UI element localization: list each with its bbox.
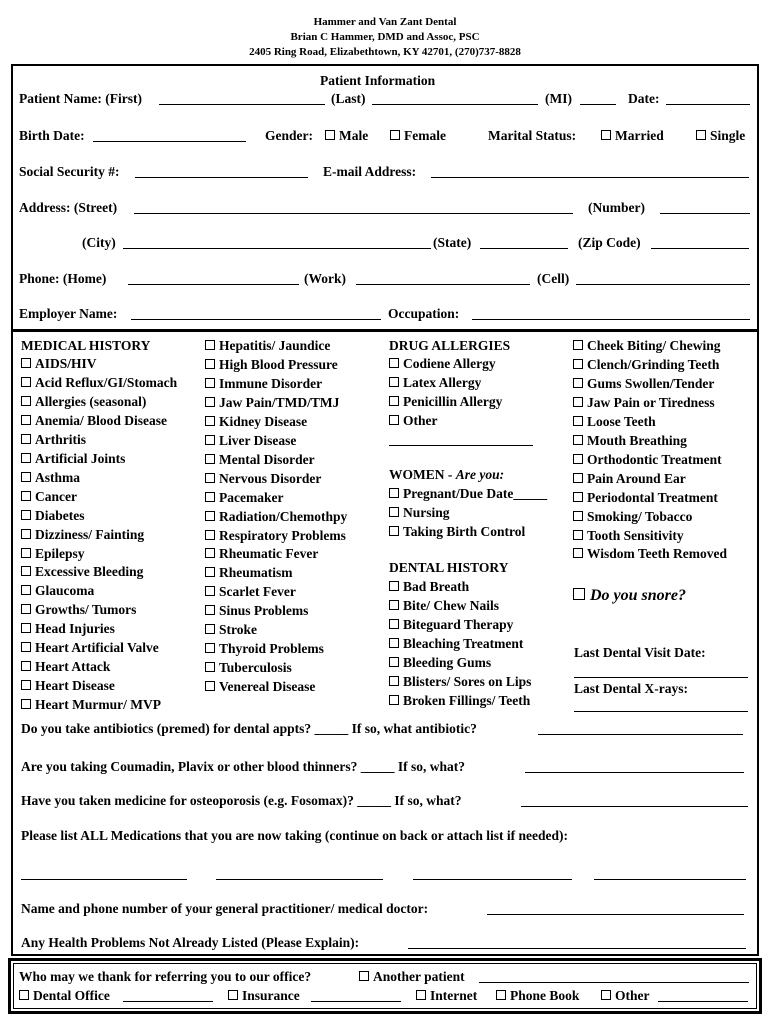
checkbox-icon[interactable] bbox=[601, 990, 611, 1000]
dental-condition-item[interactable] bbox=[573, 452, 722, 468]
antibiotics-question: Do you take antibiotics (premed) for dental appts? _____ If so, what antibiotic? bbox=[21, 721, 477, 736]
checkbox-icon[interactable] bbox=[205, 624, 215, 634]
medical-condition-label: Radiation/Chemothpy bbox=[219, 508, 348, 524]
checkbox-icon[interactable] bbox=[21, 680, 31, 690]
medical-condition-label: Thyroid Problems bbox=[219, 641, 324, 657]
employer-label: Employer Name: bbox=[19, 306, 118, 321]
checkbox-icon[interactable] bbox=[389, 507, 399, 517]
checkbox-icon[interactable] bbox=[205, 643, 215, 653]
medical-condition-label: High Blood Pressure bbox=[219, 356, 338, 372]
medical-condition-item[interactable] bbox=[205, 395, 339, 411]
dental-condition-item[interactable] bbox=[573, 546, 727, 562]
checkbox-icon[interactable] bbox=[205, 567, 215, 577]
checkbox-icon[interactable] bbox=[21, 529, 31, 539]
drug-allergy-item[interactable] bbox=[389, 356, 496, 372]
date-label: Date: bbox=[628, 91, 660, 106]
checkbox-icon[interactable] bbox=[21, 472, 31, 482]
dental-condition-label: Pain Around Ear bbox=[587, 470, 686, 486]
married-label: Married bbox=[615, 128, 664, 143]
medical-condition-label: Rheumatic Fever bbox=[219, 546, 319, 562]
medical-condition-item[interactable] bbox=[21, 356, 97, 372]
dental-condition-label: Bite/ Chew Nails bbox=[403, 597, 499, 613]
dental-condition-label: Jaw Pain or Tiredness bbox=[587, 394, 715, 410]
dental-condition-label: Tooth Sensitivity bbox=[587, 527, 684, 543]
checkbox-icon[interactable] bbox=[389, 695, 399, 705]
dental-condition-item[interactable] bbox=[573, 338, 721, 354]
snore-label: Do you snore? bbox=[590, 587, 687, 604]
dental-condition-item[interactable] bbox=[573, 357, 719, 373]
checkbox-icon[interactable] bbox=[389, 526, 399, 536]
marital-status-label: Marital Status: bbox=[488, 128, 577, 143]
medical-condition-item[interactable] bbox=[205, 660, 292, 676]
street-label: Address: (Street) bbox=[19, 200, 118, 215]
checkbox-icon[interactable] bbox=[19, 990, 29, 1000]
medical-condition-label: Glaucoma bbox=[35, 583, 95, 599]
dental-condition-item[interactable] bbox=[389, 579, 469, 595]
occupation-label: Occupation: bbox=[388, 306, 460, 321]
checkbox-icon[interactable] bbox=[21, 453, 31, 463]
medical-condition-label: Dizziness/ Fainting bbox=[35, 526, 145, 542]
checkbox-icon[interactable] bbox=[573, 511, 583, 521]
checkbox-icon[interactable] bbox=[205, 416, 215, 426]
zip-field[interactable] bbox=[651, 248, 749, 249]
medication-field-2[interactable] bbox=[216, 879, 383, 880]
medical-condition-item[interactable] bbox=[205, 603, 308, 619]
checkbox-icon[interactable] bbox=[601, 130, 611, 140]
medical-condition-item[interactable] bbox=[205, 338, 330, 354]
medical-condition-label: Respiratory Problems bbox=[219, 527, 346, 543]
last-visit-label: Last Dental Visit Date: bbox=[574, 645, 706, 660]
medical-condition-item[interactable] bbox=[205, 376, 322, 392]
medical-condition-label: Growths/ Tumors bbox=[35, 602, 137, 618]
medical-condition-label: Liver Disease bbox=[219, 432, 297, 448]
number-field[interactable] bbox=[660, 213, 750, 214]
practice-name: Hammer and Van Zant Dental bbox=[313, 16, 457, 28]
checkbox-icon[interactable] bbox=[573, 473, 583, 483]
city-field[interactable] bbox=[123, 248, 431, 249]
women-question-item[interactable] bbox=[389, 486, 547, 502]
checkbox-icon[interactable] bbox=[21, 491, 31, 501]
checkbox-icon[interactable] bbox=[416, 990, 426, 1000]
dental-condition-item[interactable] bbox=[389, 655, 491, 671]
medical-condition-item[interactable] bbox=[205, 622, 257, 638]
checkbox-icon[interactable] bbox=[573, 588, 585, 600]
medical-condition-label: Artificial Joints bbox=[35, 450, 126, 466]
drug-allergy-label: Codiene Allergy bbox=[403, 356, 496, 371]
checkbox-icon[interactable] bbox=[205, 359, 215, 369]
dental-condition-item[interactable] bbox=[389, 598, 499, 614]
dental-condition-label: Bleaching Treatment bbox=[403, 635, 524, 651]
checkbox-icon[interactable] bbox=[389, 619, 399, 629]
checkbox-icon[interactable] bbox=[573, 359, 583, 369]
medical-condition-item[interactable] bbox=[205, 471, 321, 487]
state-field[interactable] bbox=[480, 248, 568, 249]
checkbox-icon[interactable] bbox=[21, 623, 31, 633]
medical-condition-item[interactable] bbox=[205, 679, 315, 695]
checkbox-icon[interactable] bbox=[359, 971, 369, 981]
medical-condition-label: Heart Attack bbox=[35, 659, 111, 675]
birth-date-field[interactable] bbox=[93, 141, 246, 142]
medication-field-3[interactable] bbox=[413, 879, 572, 880]
drug-allergy-label: Latex Allergy bbox=[403, 374, 482, 390]
medical-condition-label: Venereal Disease bbox=[219, 679, 316, 695]
another-patient-option[interactable] bbox=[359, 969, 465, 985]
dental-condition-item[interactable] bbox=[389, 617, 513, 633]
insurance-option[interactable] bbox=[228, 988, 300, 1004]
cell-phone-label: (Cell) bbox=[537, 271, 570, 286]
checkbox-icon[interactable] bbox=[573, 416, 583, 426]
medical-condition-label: Sinus Problems bbox=[219, 603, 309, 619]
dental-condition-item[interactable] bbox=[573, 414, 656, 430]
medical-condition-item[interactable] bbox=[205, 584, 296, 600]
medication-field-1[interactable] bbox=[21, 879, 187, 880]
checkbox-icon[interactable] bbox=[389, 638, 399, 648]
gender-female-option[interactable] bbox=[390, 128, 446, 144]
last-name-field[interactable] bbox=[372, 104, 538, 105]
practitioner-field[interactable] bbox=[487, 914, 744, 915]
medical-condition-label: AIDS/HIV bbox=[35, 356, 97, 371]
medical-condition-label: Acid Reflux/GI/Stomach bbox=[35, 374, 178, 390]
date-field[interactable] bbox=[666, 104, 750, 105]
checkbox-icon[interactable] bbox=[389, 377, 399, 387]
home-phone-field[interactable] bbox=[128, 284, 299, 285]
email-field[interactable] bbox=[431, 177, 749, 178]
referral-question: Who may we thank for referring you to our office? bbox=[19, 969, 312, 984]
dental-office-option[interactable] bbox=[19, 988, 110, 1004]
checkbox-icon[interactable] bbox=[205, 435, 215, 445]
medical-condition-item[interactable] bbox=[21, 602, 136, 618]
dental-condition-label: Clench/Grinding Teeth bbox=[587, 356, 720, 372]
medical-condition-item[interactable] bbox=[205, 546, 318, 562]
checkbox-icon[interactable] bbox=[21, 642, 31, 652]
medical-condition-label: Rheumatism bbox=[219, 565, 293, 581]
dental-condition-item[interactable] bbox=[573, 471, 686, 487]
medical-condition-label: Anemia/ Blood Disease bbox=[35, 412, 168, 428]
male-label: Male bbox=[339, 128, 369, 143]
antibiotics-field[interactable] bbox=[538, 734, 743, 735]
mi-label: (MI) bbox=[545, 91, 572, 106]
another-patient-label: Another patient bbox=[373, 969, 465, 984]
medical-condition-label: Pacemaker bbox=[219, 489, 284, 505]
gender-male-option[interactable] bbox=[325, 128, 368, 144]
medical-condition-label: Scarlet Fever bbox=[219, 584, 296, 600]
checkbox-icon[interactable] bbox=[21, 510, 31, 520]
last-name-label: (Last) bbox=[331, 91, 366, 106]
medical-condition-label: Mental Disorder bbox=[219, 451, 315, 467]
medical-condition-item[interactable] bbox=[21, 546, 85, 562]
health-problems-field[interactable] bbox=[408, 948, 746, 949]
medical-condition-label: Excessive Bleeding bbox=[35, 564, 144, 580]
medical-condition-item[interactable] bbox=[21, 432, 86, 448]
insurance-label: Insurance bbox=[242, 988, 300, 1003]
checkbox-icon[interactable] bbox=[573, 397, 583, 407]
checkbox-icon[interactable] bbox=[21, 604, 31, 614]
dental-office-label: Dental Office bbox=[33, 988, 110, 1003]
checkbox-icon[interactable] bbox=[573, 454, 583, 464]
checkbox-icon[interactable] bbox=[205, 681, 215, 691]
checkbox-icon[interactable] bbox=[389, 415, 399, 425]
dental-condition-item[interactable] bbox=[573, 509, 692, 525]
female-label: Female bbox=[404, 128, 446, 143]
checkbox-icon[interactable] bbox=[205, 340, 215, 350]
birth-date-label: Birth Date: bbox=[19, 128, 85, 143]
practitioner-question: Name and phone number of your general practitioner/ medical doctor: bbox=[21, 901, 429, 916]
checkbox-icon[interactable] bbox=[573, 340, 583, 350]
state-label: (State) bbox=[433, 235, 472, 250]
women-title bbox=[389, 467, 504, 483]
dental-condition-label: Loose Teeth bbox=[587, 413, 656, 429]
medical-condition-item[interactable] bbox=[205, 433, 296, 449]
medical-condition-item[interactable] bbox=[205, 641, 324, 657]
medical-condition-label: Immune Disorder bbox=[219, 375, 323, 391]
medical-condition-item[interactable] bbox=[21, 413, 167, 429]
women-question-label: Taking Birth Control bbox=[403, 523, 526, 539]
cell-phone-field[interactable] bbox=[576, 284, 750, 285]
first-name-field[interactable] bbox=[159, 104, 325, 105]
employer-field[interactable] bbox=[131, 319, 381, 320]
checkbox-icon[interactable] bbox=[389, 581, 399, 591]
checkbox-icon[interactable] bbox=[325, 130, 335, 140]
medical-condition-label: Heart Murmur/ MVP bbox=[35, 697, 161, 713]
checkbox-icon[interactable] bbox=[21, 415, 31, 425]
osteoporosis-question: Have you taken medicine for osteoporosis (e.g. Fosomax)? _____ If so, what? bbox=[21, 793, 462, 808]
patient-info-title: Patient Information bbox=[320, 73, 436, 88]
medical-condition-item[interactable] bbox=[205, 509, 347, 525]
checkbox-icon[interactable] bbox=[389, 657, 399, 667]
occupation-field[interactable] bbox=[472, 319, 750, 320]
dental-condition-item[interactable] bbox=[573, 528, 684, 544]
zip-label: (Zip Code) bbox=[578, 235, 641, 250]
medical-condition-label: Heart Artificial Valve bbox=[35, 640, 159, 656]
drug-allergy-item[interactable] bbox=[389, 394, 502, 410]
women-label: WOMEN - bbox=[389, 467, 456, 482]
medical-history-title: MEDICAL HISTORY bbox=[21, 338, 151, 353]
checkbox-icon[interactable] bbox=[21, 585, 31, 595]
phone-book-label: Phone Book bbox=[510, 988, 580, 1003]
practice-address: 2405 Ring Road, Elizabethtown, KY 42701, (270)737-8828 bbox=[249, 46, 521, 58]
checkbox-icon[interactable] bbox=[389, 676, 399, 686]
checkbox-icon[interactable] bbox=[390, 130, 400, 140]
checkbox-icon[interactable] bbox=[21, 699, 31, 709]
medical-condition-label: Allergies (seasonal) bbox=[35, 393, 147, 409]
osteoporosis-field[interactable] bbox=[521, 806, 748, 807]
ssn-field[interactable] bbox=[135, 177, 308, 178]
medical-condition-item[interactable] bbox=[21, 640, 159, 656]
medical-condition-label: Hepatitis/ Jaundice bbox=[219, 338, 331, 353]
checkbox-icon[interactable] bbox=[21, 377, 31, 387]
checkbox-icon[interactable] bbox=[573, 435, 583, 445]
last-visit-field[interactable] bbox=[574, 677, 748, 678]
medical-condition-item[interactable] bbox=[21, 697, 161, 713]
medical-condition-label: Arthritis bbox=[35, 431, 86, 447]
medical-condition-item[interactable] bbox=[205, 565, 293, 581]
single-option[interactable] bbox=[696, 128, 745, 144]
medical-condition-item[interactable] bbox=[21, 659, 110, 675]
home-phone-label: Phone: (Home) bbox=[19, 271, 107, 286]
medical-condition-label: Asthma bbox=[35, 469, 81, 485]
women-question-item[interactable] bbox=[389, 505, 450, 521]
medical-condition-item[interactable] bbox=[205, 414, 307, 430]
medical-condition-item[interactable] bbox=[21, 621, 115, 637]
medical-condition-item[interactable] bbox=[205, 452, 315, 468]
dental-history-title: DENTAL HISTORY bbox=[389, 560, 509, 575]
checkbox-icon[interactable] bbox=[205, 605, 215, 615]
medications-question: Please list ALL Medications that you are now taking (continue on back or attach list if needed): bbox=[21, 828, 569, 843]
medical-condition-item[interactable] bbox=[21, 394, 146, 410]
medical-condition-label: Nervous Disorder bbox=[219, 470, 322, 486]
email-label: E-mail Address: bbox=[323, 164, 417, 179]
medical-condition-label: Heart Disease bbox=[35, 678, 115, 694]
first-name-label: Patient Name: (First) bbox=[19, 91, 142, 106]
medical-condition-label: Cancer bbox=[35, 488, 77, 504]
phone-book-option[interactable] bbox=[496, 988, 579, 1004]
checkbox-icon[interactable] bbox=[696, 130, 706, 140]
dental-condition-item[interactable] bbox=[573, 376, 714, 392]
married-option[interactable] bbox=[601, 128, 664, 144]
checkbox-icon[interactable] bbox=[205, 530, 215, 540]
dental-condition-item[interactable] bbox=[389, 674, 531, 690]
checkbox-icon[interactable] bbox=[21, 358, 31, 368]
dental-office-field[interactable] bbox=[123, 1001, 213, 1002]
women-question-item[interactable] bbox=[389, 524, 525, 540]
other-label: Other bbox=[615, 988, 650, 1003]
dental-condition-label: Periodontal Treatment bbox=[587, 489, 718, 505]
checkbox-icon[interactable] bbox=[573, 378, 583, 388]
dental-condition-label: Broken Fillings/ Teeth bbox=[403, 692, 531, 708]
checkbox-icon[interactable] bbox=[496, 990, 506, 1000]
checkbox-icon[interactable] bbox=[389, 488, 399, 498]
medical-condition-item[interactable] bbox=[205, 490, 283, 506]
dental-condition-label: Bleeding Gums bbox=[403, 654, 492, 670]
checkbox-icon[interactable] bbox=[573, 548, 583, 558]
last-xrays-label: Last Dental X-rays: bbox=[574, 681, 688, 696]
dental-condition-label: Blisters/ Sores on Lips bbox=[403, 673, 532, 689]
medical-condition-item[interactable] bbox=[21, 508, 85, 524]
medical-condition-item[interactable] bbox=[21, 564, 143, 580]
medical-condition-label: Kidney Disease bbox=[219, 413, 308, 429]
drug-allergy-label: Penicillin Allergy bbox=[403, 393, 503, 409]
medical-condition-label: Epilepsy bbox=[35, 545, 85, 561]
checkbox-icon[interactable] bbox=[21, 661, 31, 671]
drug-allergy-item[interactable] bbox=[389, 413, 438, 429]
checkbox-icon[interactable] bbox=[205, 473, 215, 483]
other-referral-field[interactable] bbox=[658, 1001, 748, 1002]
doctor-name: Brian C Hammer, DMD and Assoc, PSC bbox=[290, 31, 480, 43]
medical-condition-item[interactable] bbox=[21, 678, 115, 694]
drug-allergy-item[interactable] bbox=[389, 375, 481, 391]
insurance-field[interactable] bbox=[311, 1001, 401, 1002]
dental-condition-item[interactable] bbox=[389, 636, 523, 652]
checkbox-icon[interactable] bbox=[205, 492, 215, 502]
health-problems-question: Any Health Problems Not Already Listed (Please Explain): bbox=[21, 935, 360, 950]
dental-condition-item[interactable] bbox=[573, 395, 715, 411]
other-allergy-field[interactable] bbox=[389, 445, 533, 446]
checkbox-icon[interactable] bbox=[205, 511, 215, 521]
number-label: (Number) bbox=[588, 200, 645, 215]
medical-condition-item[interactable] bbox=[205, 357, 338, 373]
medical-condition-label: Head Injuries bbox=[35, 621, 115, 637]
medical-condition-item[interactable] bbox=[21, 451, 125, 467]
checkbox-icon[interactable] bbox=[21, 396, 31, 406]
medical-condition-label: Jaw Pain/TMD/TMJ bbox=[219, 394, 340, 410]
internet-label: Internet bbox=[430, 988, 478, 1003]
gender-label: Gender: bbox=[265, 128, 313, 143]
street-field[interactable] bbox=[134, 213, 573, 214]
checkbox-icon[interactable] bbox=[205, 548, 215, 558]
single-label: Single bbox=[710, 128, 746, 143]
checkbox-icon[interactable] bbox=[205, 586, 215, 596]
dental-condition-label: Smoking/ Tobacco bbox=[587, 508, 693, 524]
dental-condition-label: Mouth Breathing bbox=[587, 432, 687, 448]
dental-condition-item[interactable] bbox=[573, 433, 687, 449]
blood-thinners-question: Are you taking Coumadin, Plavix or other blood thinners? _____ If so, what? bbox=[21, 759, 466, 774]
checkbox-icon[interactable] bbox=[205, 662, 215, 672]
dental-condition-label: Wisdom Teeth Removed bbox=[587, 546, 728, 562]
another-patient-field[interactable] bbox=[479, 982, 749, 983]
checkbox-icon[interactable] bbox=[389, 600, 399, 610]
checkbox-icon[interactable] bbox=[228, 990, 238, 1000]
drug-allergy-label: Other bbox=[403, 412, 438, 428]
checkbox-icon[interactable] bbox=[21, 434, 31, 444]
checkbox-icon[interactable] bbox=[21, 548, 31, 558]
work-phone-label: (Work) bbox=[304, 271, 346, 286]
dental-condition-label: Gums Swollen/Tender bbox=[587, 375, 715, 391]
city-label: (City) bbox=[82, 235, 116, 250]
checkbox-icon[interactable] bbox=[389, 396, 399, 406]
internet-option[interactable] bbox=[416, 988, 477, 1004]
checkbox-icon[interactable] bbox=[573, 530, 583, 540]
dental-condition-item[interactable] bbox=[573, 490, 718, 506]
mi-field[interactable] bbox=[580, 104, 616, 105]
section-divider bbox=[11, 329, 759, 332]
checkbox-icon[interactable] bbox=[205, 454, 215, 464]
checkbox-icon[interactable] bbox=[389, 358, 399, 368]
work-phone-field[interactable] bbox=[356, 284, 530, 285]
drug-allergies-title: DRUG ALLERGIES bbox=[389, 338, 511, 353]
medical-condition-item[interactable] bbox=[21, 470, 80, 486]
women-question-label: Pregnant/Due Date_____ bbox=[403, 486, 548, 501]
snore-option[interactable] bbox=[573, 588, 686, 604]
checkbox-icon[interactable] bbox=[205, 378, 215, 388]
ssn-label: Social Security #: bbox=[19, 164, 120, 179]
dental-condition-item[interactable] bbox=[389, 693, 530, 709]
checkbox-icon[interactable] bbox=[205, 397, 215, 407]
dental-condition-label: Bad Breath bbox=[403, 579, 470, 594]
dental-condition-label: Orthodontic Treatment bbox=[587, 451, 722, 467]
women-question-label: Nursing bbox=[403, 504, 450, 520]
medical-condition-item[interactable] bbox=[205, 528, 346, 544]
dental-condition-label: Cheek Biting/ Chewing bbox=[587, 338, 721, 353]
last-xrays-field[interactable] bbox=[574, 711, 748, 712]
checkbox-icon[interactable] bbox=[21, 566, 31, 576]
women-subtitle: Are you: bbox=[455, 467, 505, 482]
medical-condition-label: Diabetes bbox=[35, 507, 85, 523]
medical-condition-label: Stroke bbox=[219, 622, 258, 638]
medical-condition-label: Tuberculosis bbox=[219, 660, 292, 676]
blood-thinners-field[interactable] bbox=[525, 772, 744, 773]
medical-condition-item[interactable] bbox=[21, 375, 177, 391]
medical-condition-item[interactable] bbox=[21, 527, 144, 543]
medical-condition-item[interactable] bbox=[21, 489, 77, 505]
dental-condition-label: Biteguard Therapy bbox=[403, 616, 514, 632]
checkbox-icon[interactable] bbox=[573, 492, 583, 502]
medical-condition-item[interactable] bbox=[21, 583, 94, 599]
medication-field-4[interactable] bbox=[594, 879, 746, 880]
other-option[interactable] bbox=[601, 988, 650, 1004]
